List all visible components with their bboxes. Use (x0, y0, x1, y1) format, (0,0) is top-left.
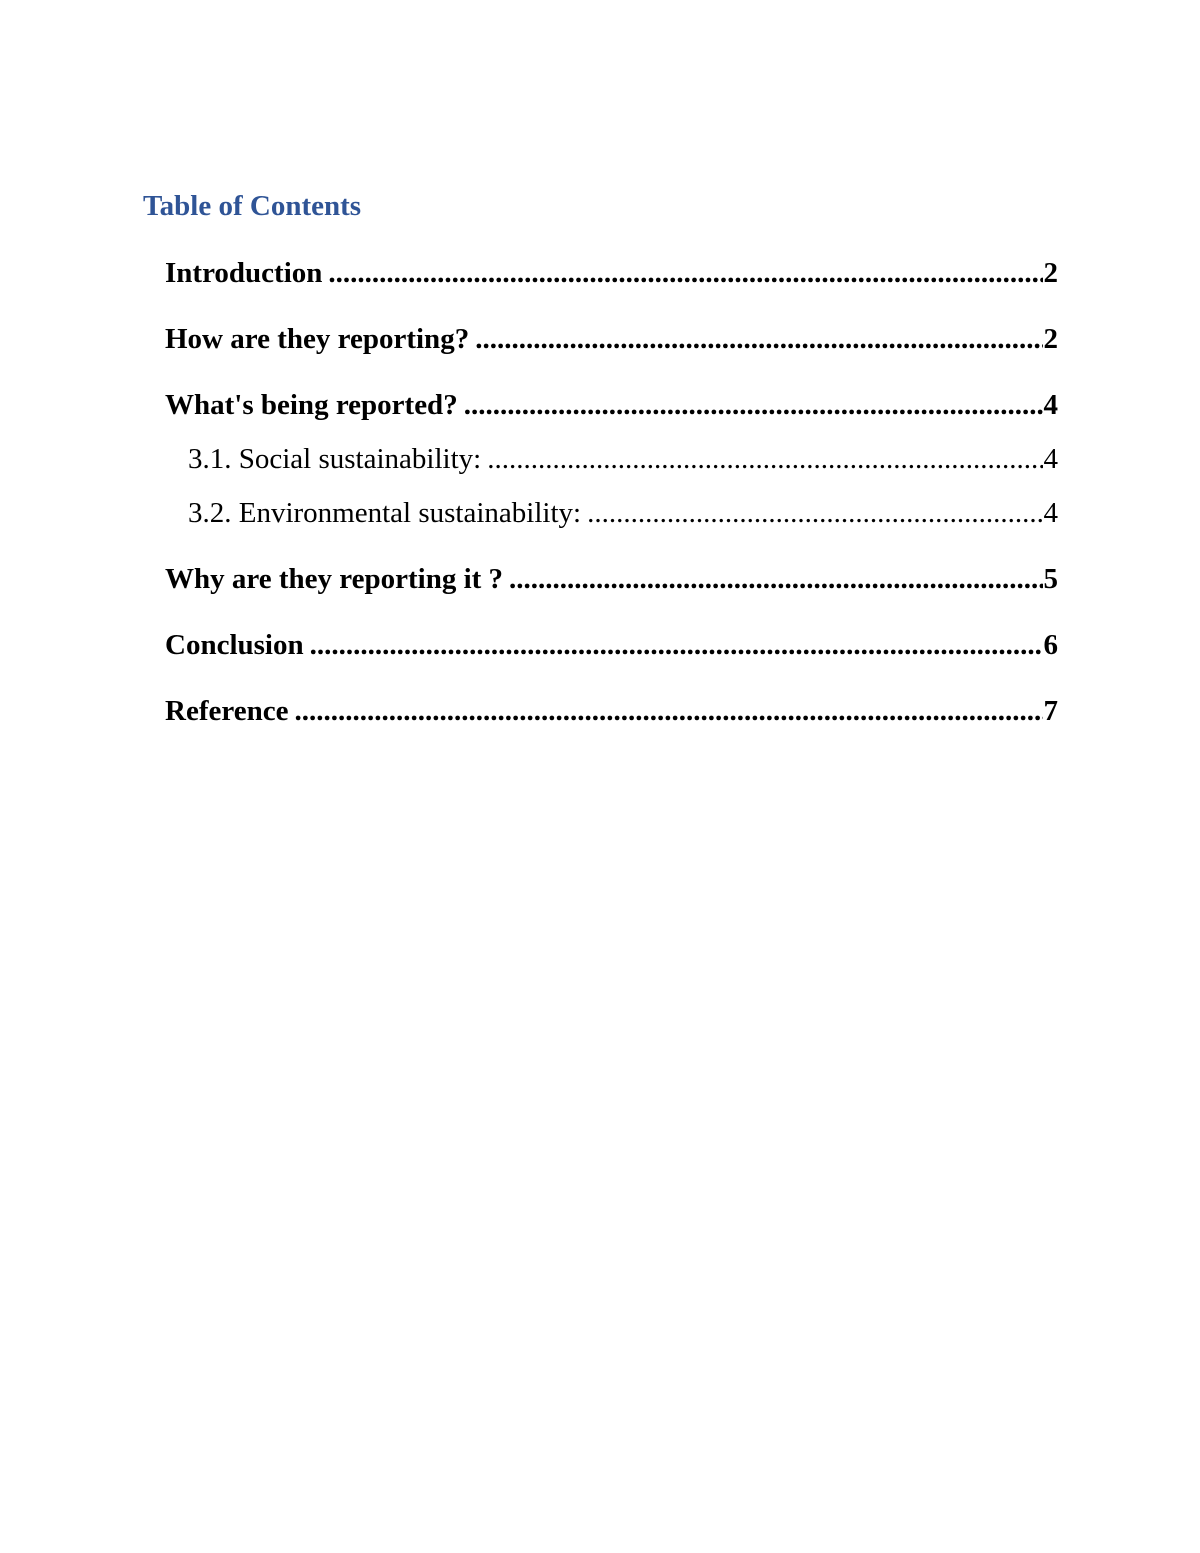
toc-dot-leader (487, 441, 1042, 477)
toc-page-number: 2 (1043, 323, 1058, 355)
toc-entry-label: Introduction (165, 257, 323, 289)
toc-entry-why-reporting[interactable] (165, 561, 1058, 597)
toc-entry-whats-reported[interactable] (165, 387, 1058, 423)
toc-entry-label: Why are they reporting it ? (165, 563, 504, 595)
toc-title: Table of Contents (143, 190, 362, 222)
toc-page-number: 7 (1043, 695, 1058, 727)
toc-entry-social-sustainability[interactable] (188, 441, 1058, 477)
toc-dot-leader (509, 561, 1042, 597)
toc-dot-leader (294, 693, 1042, 729)
toc-dot-leader (475, 321, 1042, 357)
toc-dot-leader (587, 495, 1042, 531)
toc-entry-how-reporting[interactable] (165, 321, 1058, 357)
toc-entry-label: What's being reported? (165, 389, 458, 421)
toc-entry-label: 3.1. Social sustainability: (188, 443, 482, 475)
toc-entry-label: 3.2. Environmental sustainability: (188, 497, 582, 529)
toc-entry-label: How are they reporting? (165, 323, 470, 355)
toc-page-number: 4 (1043, 443, 1058, 475)
toc-entry-conclusion[interactable] (165, 627, 1058, 663)
toc-dot-leader (310, 627, 1043, 663)
toc-page-number: 6 (1043, 629, 1058, 661)
toc-entry-introduction[interactable] (165, 255, 1058, 291)
toc-entry-reference[interactable] (165, 693, 1058, 729)
toc-page-number: 2 (1043, 257, 1058, 289)
toc-dot-leader (464, 387, 1043, 423)
toc-dot-leader (328, 255, 1042, 291)
toc-entry-label: Conclusion (165, 629, 304, 661)
toc-page-number: 5 (1043, 563, 1058, 595)
toc-entry-label: Reference (165, 695, 289, 727)
toc-page-number: 4 (1043, 497, 1058, 529)
toc-entry-environmental-sustainability[interactable] (188, 495, 1058, 531)
toc-page-number: 4 (1043, 389, 1058, 421)
